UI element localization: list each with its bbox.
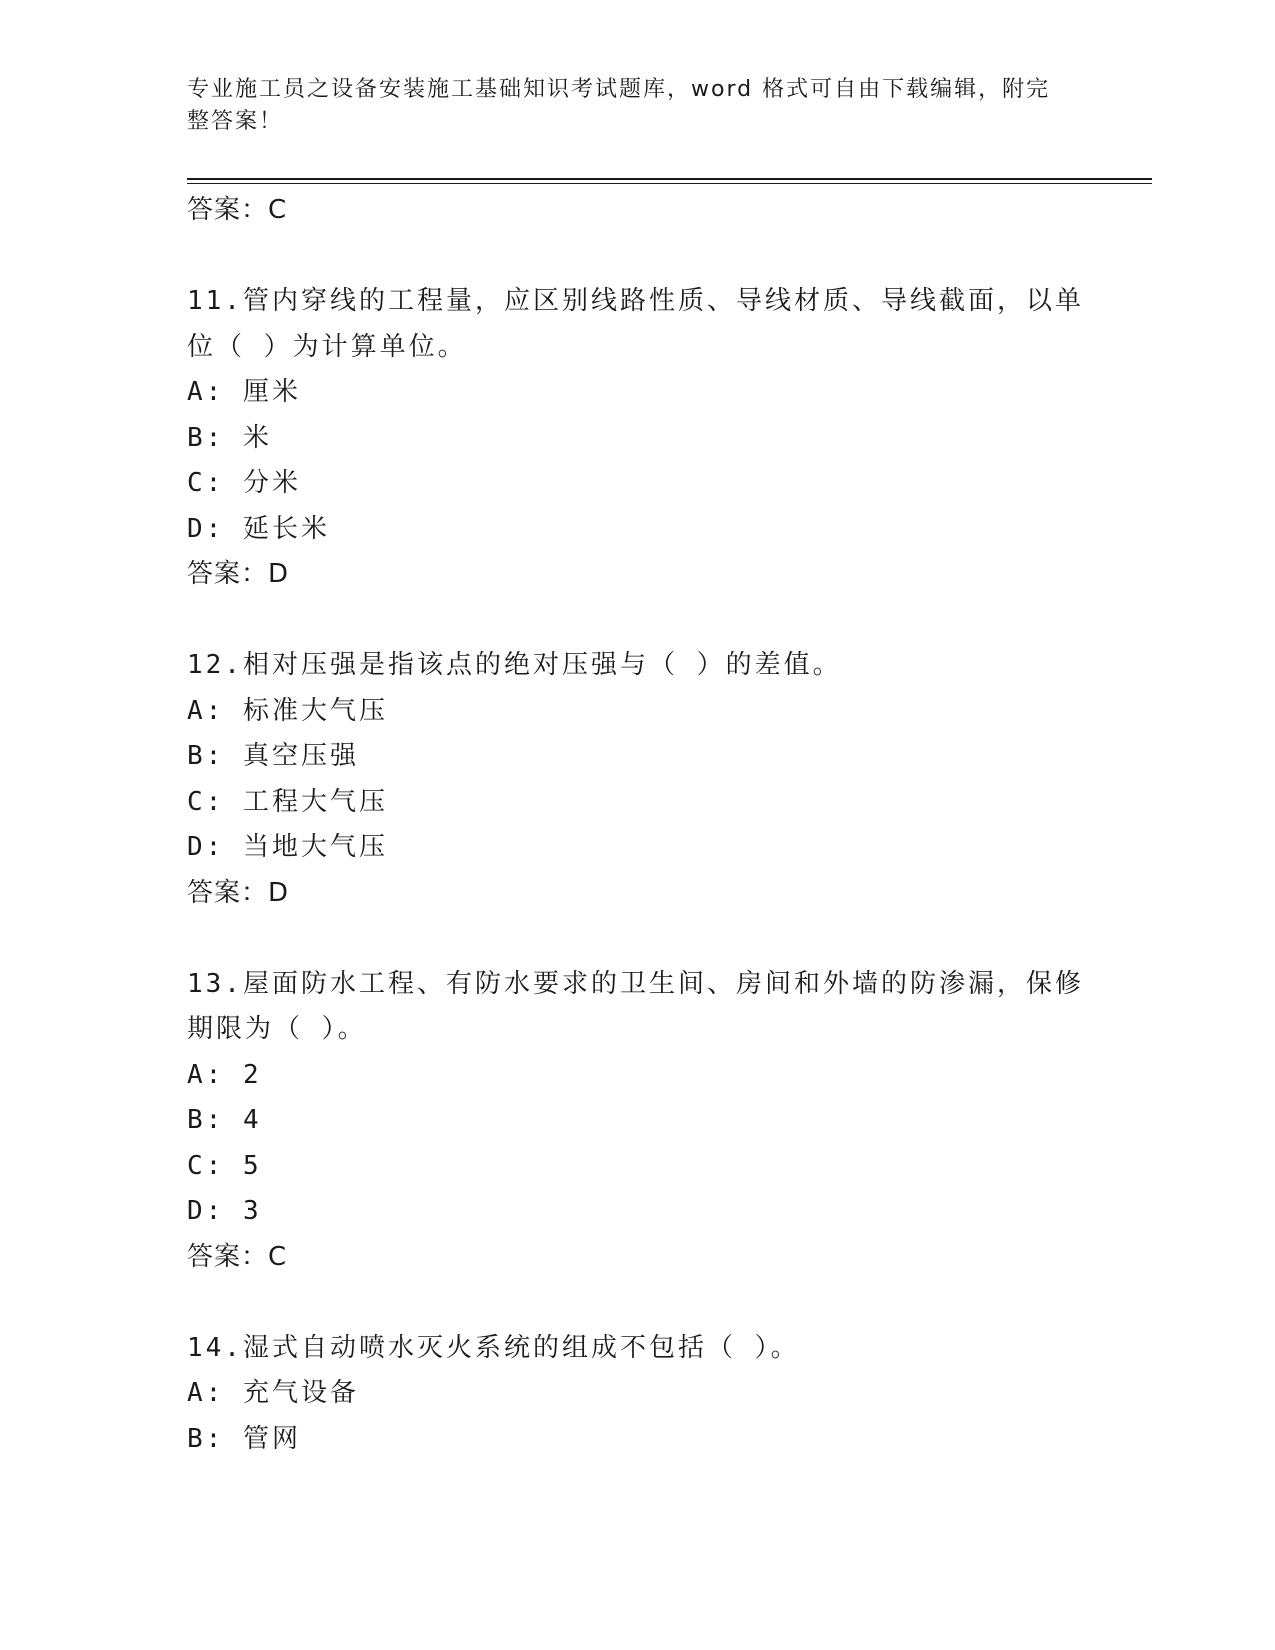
option-d: D: 3: [187, 1196, 262, 1226]
option-a: A: 标准大气压: [187, 695, 388, 726]
previous-answer: 答案：C: [187, 195, 288, 225]
option-b: B: 4: [187, 1105, 262, 1135]
option-a: A: 2: [187, 1059, 262, 1090]
question-stem: 11.管内穿线的工程量，应区别线路性质、导线材质、导线截面，以单: [187, 286, 1084, 316]
option-c: C: 5: [187, 1150, 262, 1181]
option-a: A: 充气设备: [187, 1378, 359, 1408]
option-c: C: 分米: [187, 468, 301, 498]
question-stem: 位（ ）为计算单位。: [187, 331, 467, 362]
question-11: [187, 279, 1087, 598]
option-b: B: 管网: [187, 1423, 301, 1454]
question-stem: 14.湿式自动喷水灭火系统的组成不包括（ ）。: [187, 1332, 800, 1363]
header-line-1: 专业施工员之设备安装施工基础知识考试题库，word 格式可自由下载编辑，附完: [187, 77, 1051, 102]
question-13: [187, 962, 1087, 1281]
option-d: D: 当地大气压: [187, 832, 388, 862]
answer: 答案：D: [187, 559, 290, 589]
question-stem: 12.相对压强是指该点的绝对压强与（ ）的差值。: [187, 650, 842, 680]
option-b: B: 真空压强: [187, 741, 359, 771]
document-header: [187, 74, 1067, 138]
header-line-2: 整答案！: [187, 109, 284, 134]
question-stem: 13.屋面防水工程、有防水要求的卫生间、房间和外墙的防渗漏，保修: [187, 968, 1084, 999]
option-d: D: 延长米: [187, 513, 330, 544]
option-b: B: 米: [187, 422, 272, 453]
header-divider-thin: [187, 183, 1152, 184]
option-a: A: 厘米: [187, 377, 301, 407]
question-14: [187, 1326, 1087, 1463]
answer: 答案：D: [187, 877, 290, 908]
answer: 答案：C: [187, 1241, 288, 1272]
question-list: [187, 188, 1087, 1462]
question-stem: 期限为（ ）。: [187, 1014, 367, 1044]
option-c: C: 工程大气压: [187, 786, 388, 817]
header-divider-thick: [187, 178, 1152, 180]
question-12: [187, 643, 1087, 916]
